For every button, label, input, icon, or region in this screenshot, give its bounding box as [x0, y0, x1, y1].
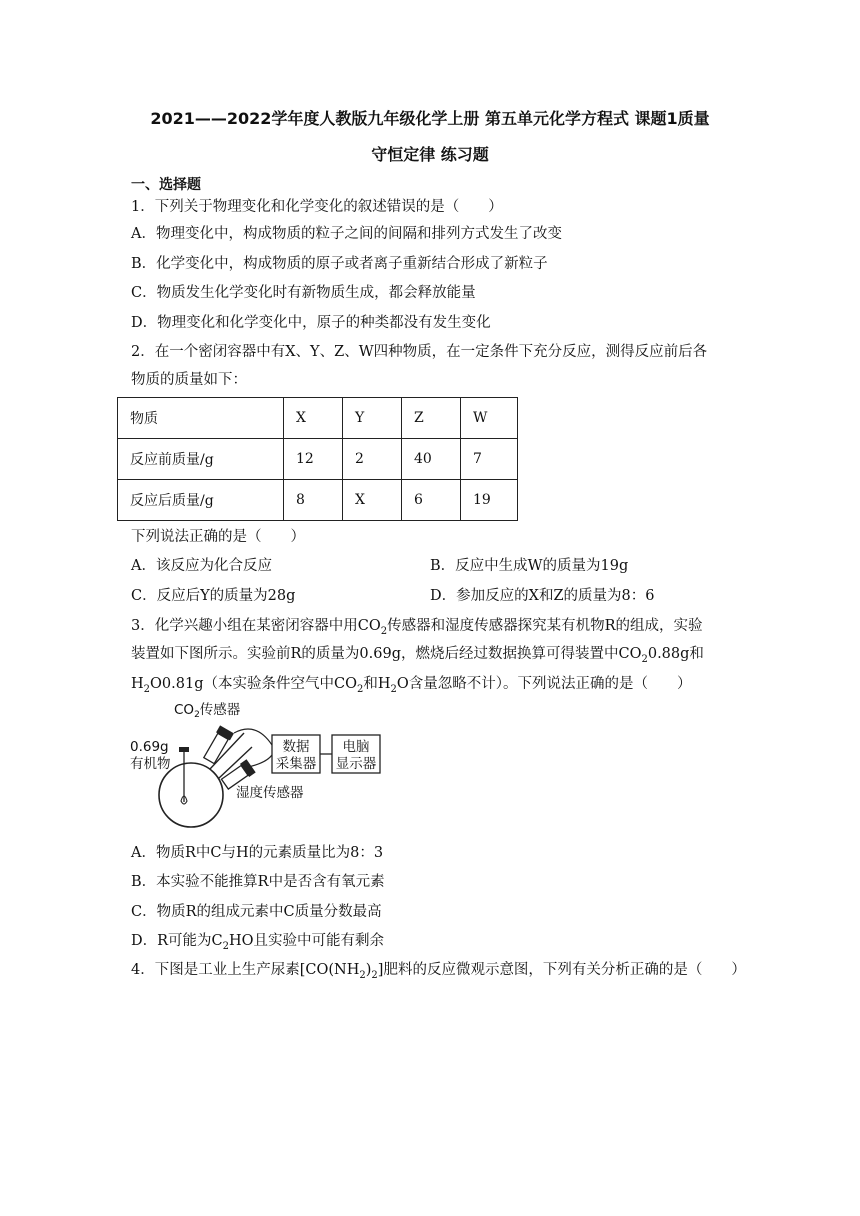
table-cell: X — [343, 480, 402, 521]
computer-display-label: 显示器 — [335, 756, 377, 772]
co2-sensor-label: $CO_2$传感器 — [174, 702, 241, 720]
apparatus-diagram — [126, 697, 386, 832]
q2-mass-table — [117, 397, 518, 521]
table-cell: X — [284, 398, 343, 439]
organic-label: 有机物 — [130, 756, 171, 772]
table-row — [118, 480, 518, 521]
page-title: 2021——2022学年度人教版九年级化学上册 第五单元化学方程式 课题1质量 — [150, 109, 710, 128]
q2-stem: 2．在一个密闭容器中有X、Y、Z、W四种物质，在一定条件下充分反应，测得反应前后各 — [131, 344, 708, 360]
q3-option-a: A．物质R中C与H的元素质量比为8：3 — [131, 845, 384, 861]
q3-option-c: C．物质R的组成元素中C质量分数最高 — [131, 904, 382, 920]
q1-option-a: A．物理变化中，构成物质的粒子之间的间隔和排列方式发生了改变 — [131, 226, 562, 242]
table-cell: W — [461, 398, 518, 439]
q3-stem-line1: 3．化学兴趣小组在某密闭容器中用$CO_2$传感器和湿度传感器探究某有机物R的组成，实验 — [131, 618, 703, 637]
q1-stem: 1．下列关于物理变化和化学变化的叙述错误的是（ ） — [131, 199, 503, 215]
data-collector-label: 数据 — [282, 739, 310, 755]
table-cell: 2 — [343, 439, 402, 480]
table-cell: 19 — [461, 480, 518, 521]
table-cell: 6 — [402, 480, 461, 521]
q2-option-b: B．反应中生成W的质量为19g — [430, 558, 629, 574]
computer-display-label: 电脑 — [342, 739, 370, 755]
q2-option-c: C．反应后Y的质量为28g — [131, 588, 296, 604]
table-cell: 物质 — [118, 398, 284, 439]
co2-sensor — [202, 725, 234, 764]
table-cell: 12 — [284, 439, 343, 480]
table-header-row — [118, 398, 518, 439]
q2-stem-continued: 物质的质量如下： — [131, 372, 247, 388]
q1-option-b: B．化学变化中，构成物质的原子或者离子重新结合形成了新粒子 — [131, 256, 548, 272]
q1-option-d: D．物理变化和化学变化中，原子的种类都没有发生变化 — [131, 315, 491, 331]
q3-option-b: B．本实验不能推算R中是否含有氧元素 — [131, 874, 385, 890]
page-title-continued: 守恒定律 练习题 — [371, 145, 489, 164]
q3-stem-line2: 装置如下图所示。实验前R的质量为0.69g，燃烧后经过数据换算可得装置中$CO_20.88g$和 — [131, 646, 704, 665]
q2-prompt: 下列说法正确的是（ ） — [131, 529, 305, 545]
mass-label: 0.69g — [130, 739, 169, 755]
data-collector-label: 采集器 — [275, 756, 317, 772]
q3-option-d: D．R可能为$C_2HO$且实验中可能有剩余 — [131, 933, 385, 952]
table-row — [118, 439, 518, 480]
table-cell: Z — [402, 398, 461, 439]
q2-option-d: D．参加反应的X和Z的质量为8：6 — [430, 588, 655, 604]
q3-stem-line3: $H_2O0.81g$（本实验条件空气中$CO_2$和$H_2O$含量忽略不计）。下列说法正确的是（ ） — [131, 676, 692, 695]
q1-option-c: C．物质发生化学变化时有新物质生成，都会释放能量 — [131, 285, 476, 301]
stopper — [179, 747, 189, 752]
q2-option-a: A．该反应为化合反应 — [131, 558, 272, 574]
table-cell: 7 — [461, 439, 518, 480]
table-cell: Y — [343, 398, 402, 439]
humidity-sensor-label: 湿度传感器 — [236, 785, 304, 801]
table-cell: 反应后质量/g — [118, 480, 284, 521]
q4-stem: 4．下图是工业上生产尿素$[CO(NH_2)_2]$肥料的反应微观示意图，下列有关分析正确的是（ ） — [131, 962, 746, 981]
flask-body — [159, 763, 223, 827]
table-cell: 反应前质量/g — [118, 439, 284, 480]
table-cell: 8 — [284, 480, 343, 521]
humidity-cable — [248, 755, 272, 767]
table-cell: 40 — [402, 439, 461, 480]
section-heading: 一、选择题 — [131, 177, 201, 193]
